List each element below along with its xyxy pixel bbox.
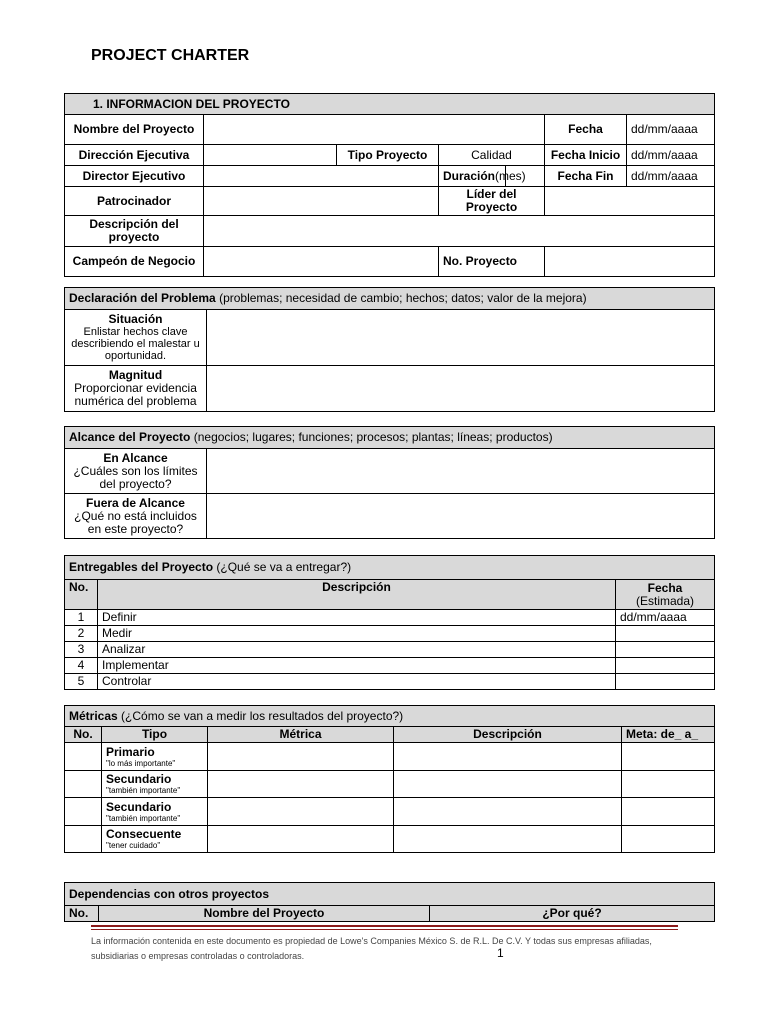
end-date-label: Fecha Fin xyxy=(545,166,627,187)
metric-no-field[interactable] xyxy=(65,826,102,853)
deliverable-description[interactable]: Controlar xyxy=(98,674,616,690)
metrics-col-description: Descripción xyxy=(394,727,622,743)
metric-no-field[interactable] xyxy=(65,798,102,826)
situation-label: Situación xyxy=(108,312,163,326)
metric-goal-field[interactable] xyxy=(622,798,715,826)
project-description-label: Descripción del proyecto xyxy=(65,216,204,247)
problem-statement-table xyxy=(64,287,715,412)
deliverable-no: 3 xyxy=(65,642,98,658)
metric-type-note: "lo más importante" xyxy=(106,758,176,768)
deliverable-date[interactable] xyxy=(616,642,715,658)
executive-director-field[interactable] xyxy=(204,166,439,187)
project-name-label: Nombre del Proyecto xyxy=(65,115,204,145)
project-name-field[interactable] xyxy=(204,115,545,145)
duration-unit: (mes) xyxy=(495,168,526,183)
deliverables-header-note: (¿Qué se va a entregar?) xyxy=(213,560,352,574)
dependencies-table xyxy=(64,882,715,922)
situation-help: Enlistar hechos clave describiendo el malestar u oportunidad. xyxy=(71,326,200,362)
metric-type: Consecuente xyxy=(106,827,182,841)
deliverable-no: 5 xyxy=(65,674,98,690)
metric-type-cell xyxy=(102,743,208,771)
table-row xyxy=(65,798,715,826)
deliverable-no: 4 xyxy=(65,658,98,674)
start-date-label: Fecha Inicio xyxy=(545,145,627,166)
metric-type-cell xyxy=(102,771,208,798)
metric-description-field[interactable] xyxy=(394,743,622,771)
metric-field[interactable] xyxy=(208,771,394,798)
footer-divider-thin xyxy=(91,929,678,930)
metric-field[interactable] xyxy=(208,798,394,826)
executive-direction-field[interactable] xyxy=(204,145,337,166)
deliverables-col-description: Descripción xyxy=(98,580,616,610)
metric-type-note: "tener cuidado" xyxy=(106,841,161,850)
metric-type-cell xyxy=(102,826,208,853)
deliverable-date[interactable]: dd/mm/aaaa xyxy=(616,610,715,626)
magnitude-cell xyxy=(65,366,207,412)
deliverables-header-title: Entregables del Proyecto xyxy=(69,560,214,574)
deliverable-description[interactable]: Definir xyxy=(98,610,616,626)
metric-no-field[interactable] xyxy=(65,743,102,771)
table-row xyxy=(65,826,715,853)
deliverable-description[interactable]: Medir xyxy=(98,626,616,642)
table-row xyxy=(65,771,715,798)
metrics-table xyxy=(64,705,715,853)
duration-label xyxy=(439,166,526,187)
metrics-col-metric: Métrica xyxy=(208,727,394,743)
dependencies-col-name: Nombre del Proyecto xyxy=(99,906,430,922)
deliverable-date[interactable] xyxy=(616,658,715,674)
section-header-dependencies: Dependencias con otros proyectos xyxy=(65,883,715,906)
metrics-col-goal: Meta: de_ a_ xyxy=(622,727,715,743)
section-header-deliverables xyxy=(65,556,715,580)
date-value[interactable]: dd/mm/aaaa xyxy=(627,115,715,145)
end-date-value[interactable]: dd/mm/aaaa xyxy=(627,166,715,187)
metric-goal-field[interactable] xyxy=(622,771,715,798)
sponsor-field[interactable] xyxy=(204,187,439,216)
out-of-scope-cell xyxy=(65,494,207,539)
project-info-table xyxy=(64,93,715,277)
footer-disclaimer: La información contenida en este documento es propiedad de Lowe's Companies México S. de R.L. De C.V. Y todas sus empresas afiliadas, subsidiarias o empresas controladas o controladoras. xyxy=(91,936,652,961)
table-row xyxy=(65,658,715,674)
section-header-info: 1. INFORMACION DEL PROYECTO xyxy=(65,94,715,115)
problem-header-note: (problemas; necesidad de cambio; hechos; datos; valor de la mejora) xyxy=(215,291,587,305)
in-scope-help: ¿Cuáles son los límites del proyecto? xyxy=(73,463,198,491)
metric-type-cell xyxy=(102,798,208,826)
executive-direction-label: Dirección Ejecutiva xyxy=(65,145,204,166)
table-row xyxy=(65,626,715,642)
deliverable-description[interactable]: Implementar xyxy=(98,658,616,674)
dependencies-col-no: No. xyxy=(65,906,99,922)
metric-no-field[interactable] xyxy=(65,771,102,798)
out-of-scope-label: Fuera de Alcance xyxy=(86,495,185,510)
metric-type-note: "también importante" xyxy=(106,813,181,823)
metric-type: Primario xyxy=(106,744,155,759)
business-champion-field[interactable] xyxy=(204,247,439,277)
project-leader-label: Líder del Proyecto xyxy=(439,187,545,216)
out-of-scope-field[interactable] xyxy=(207,494,715,539)
metric-description-field[interactable] xyxy=(394,771,622,798)
deliverable-date[interactable] xyxy=(616,674,715,690)
project-leader-field[interactable] xyxy=(545,187,715,216)
project-number-field[interactable] xyxy=(545,247,715,277)
metrics-header-title: Métricas xyxy=(69,708,118,723)
deliverables-col-no: No. xyxy=(65,580,98,610)
scope-header-title: Alcance del Proyecto xyxy=(69,430,191,444)
table-row xyxy=(65,674,715,690)
table-row xyxy=(65,610,715,626)
metrics-col-no: No. xyxy=(65,727,102,743)
magnitude-help: Proporcionar evidencia numérica del problema xyxy=(74,381,197,408)
table-row xyxy=(65,642,715,658)
deliverable-date[interactable] xyxy=(616,626,715,642)
metric-goal-field[interactable] xyxy=(622,743,715,771)
start-date-value[interactable]: dd/mm/aaaa xyxy=(627,145,715,166)
duration-label-text: Duración xyxy=(443,168,496,183)
business-champion-label: Campeón de Negocio xyxy=(65,247,204,277)
dependencies-col-why: ¿Por qué? xyxy=(430,906,715,922)
deliverables-col-date xyxy=(616,580,715,610)
situation-field[interactable] xyxy=(207,310,715,366)
in-scope-field[interactable] xyxy=(207,449,715,494)
metric-goal-field[interactable] xyxy=(622,826,715,853)
deliverable-description[interactable]: Analizar xyxy=(98,642,616,658)
scope-header-note: (negocios; lugares; funciones; procesos; plantas; líneas; productos) xyxy=(190,430,553,444)
section-header-metrics xyxy=(65,706,715,727)
project-scope-table xyxy=(64,426,715,539)
document-title: PROJECT CHARTER xyxy=(91,47,250,64)
project-type-value[interactable]: Calidad xyxy=(439,145,545,166)
date-label: Fecha xyxy=(545,115,627,145)
metric-description-field[interactable] xyxy=(394,798,622,826)
deliverables-table xyxy=(64,555,715,690)
metrics-col-type: Tipo xyxy=(102,727,208,743)
magnitude-label: Magnitud xyxy=(108,368,163,382)
in-scope-cell xyxy=(65,449,207,494)
project-number-label: No. Proyecto xyxy=(439,247,545,277)
metric-field[interactable] xyxy=(208,743,394,771)
metric-description-field[interactable] xyxy=(394,826,622,853)
magnitude-field[interactable] xyxy=(207,366,715,412)
in-scope-label: En Alcance xyxy=(103,450,168,465)
page-number: 1 xyxy=(497,946,504,960)
out-of-scope-help: ¿Qué no está incluidos en este proyecto? xyxy=(74,508,197,536)
section-header-problem xyxy=(65,288,715,310)
deliverables-col-date-sub: (Estimada) xyxy=(636,593,695,608)
metric-type: Secundario xyxy=(106,772,172,786)
metric-type-note: "también importante" xyxy=(106,786,181,795)
metric-field[interactable] xyxy=(208,826,394,853)
metric-type: Secundario xyxy=(106,799,172,814)
deliverables-col-date-label: Fecha xyxy=(647,580,683,595)
project-type-label: Tipo Proyecto xyxy=(337,145,439,166)
situation-cell xyxy=(65,310,207,366)
table-row xyxy=(65,743,715,771)
executive-director-label: Director Ejecutivo xyxy=(65,166,204,187)
section-header-scope xyxy=(65,427,715,449)
project-description-field[interactable] xyxy=(204,216,715,247)
deliverable-no: 1 xyxy=(65,610,98,626)
metrics-header-note: (¿Cómo se van a medir los resultados del proyecto?) xyxy=(117,708,404,723)
footer-divider xyxy=(91,925,678,927)
problem-header-title: Declaración del Problema xyxy=(69,291,216,305)
sponsor-label: Patrocinador xyxy=(65,187,204,216)
deliverable-no: 2 xyxy=(65,626,98,642)
